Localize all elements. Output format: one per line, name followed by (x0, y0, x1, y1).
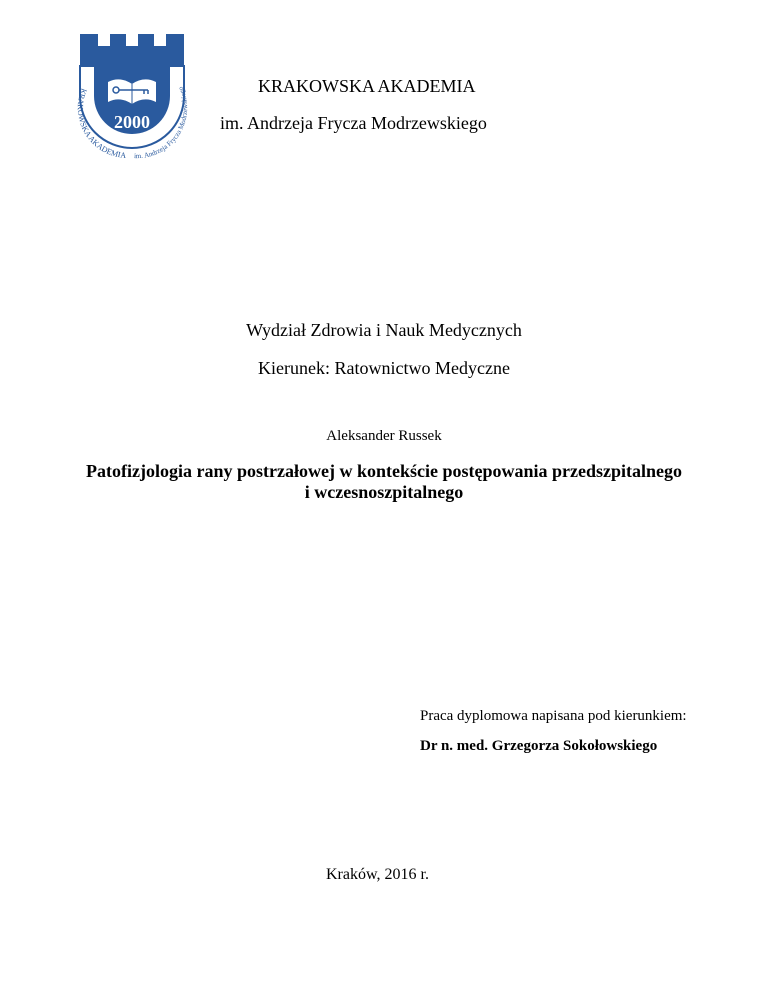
field-of-study: Kierunek: Ratownictwo Medyczne (258, 358, 510, 378)
logo-ring-text-left: KRAKOWSKA AKADEMIA (75, 87, 127, 161)
university-crest-icon (68, 30, 196, 170)
logo-year: 2000 (114, 112, 150, 132)
faculty-name: Wydział Zdrowia i Nauk Medycznych (246, 320, 522, 340)
university-name: KRAKOWSKA AKADEMIA (258, 76, 476, 96)
place-and-date: Kraków, 2016 r. (326, 866, 429, 883)
author-name: Aleksander Russek (326, 428, 442, 444)
thesis-title-line-2: i wczesnoszpitalnego (304, 482, 464, 502)
supervisor-label: Praca dyplomowa napisana pod kierunkiem: (420, 708, 687, 724)
logo-ring-text-right: im. Andrzeja Frycza Modrzewskiego (133, 85, 190, 161)
thesis-title-line-1: Patofizjologia rany postrzałowej w kontekście postępowania przedszpitalnego (86, 461, 682, 481)
university-patron: im. Andrzeja Frycza Modrzewskiego (220, 113, 487, 133)
supervisor-name: Dr n. med. Grzegorza Sokołowskiego (420, 738, 658, 754)
university-logo (68, 30, 196, 170)
